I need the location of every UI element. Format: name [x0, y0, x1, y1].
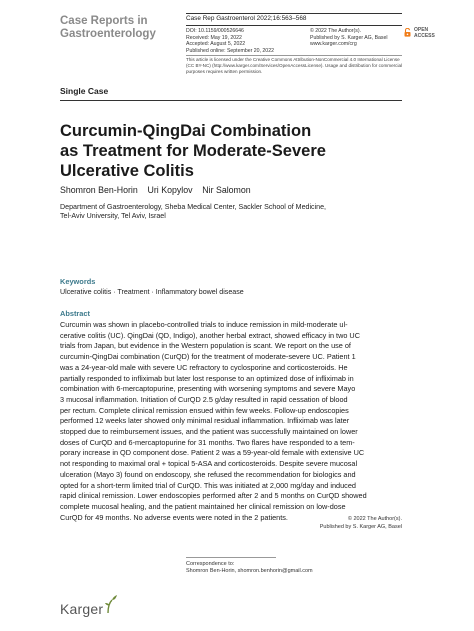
abstract-line: CurQD for 49 months. No adverse events were noted in the 2 patients.	[60, 512, 288, 522]
received-date: Received: May 19, 2022	[186, 34, 242, 41]
abstract-line: porary increase in QD component dose. Patient 2 was a 59-year-old female with extensive UC	[60, 448, 365, 458]
title-line1: Curcumin-QingDai Combination	[60, 122, 312, 140]
meta-top-rule	[186, 13, 402, 14]
keywords-text: Ulcerative colitis · Treatment · Inflammatory bowel disease	[60, 288, 244, 296]
affiliation-line1: Department of Gastroenterology, Sheba Medical Center, Sackler School of Medicine,	[60, 203, 327, 211]
copyright-line2: Published by S. Karger AG, Basel	[319, 523, 402, 530]
title-line3: Ulcerative Colitis	[60, 162, 194, 180]
affiliation	[60, 203, 400, 222]
license-line2[interactable]: (CC BY-NC) (http://www.karger.com/Services/OpenAccessLicense). Usage and distribution for commercial	[186, 63, 403, 68]
abstract-line: was a 24-year-old male with severe UC refractory to cyclosporine and corticosteroids. He	[60, 362, 348, 372]
journal-name-line1: Case Reports in	[60, 15, 148, 27]
article-title	[60, 121, 380, 181]
abstract-line: ulceration (Mayo 3) found on endoscopy, she refused the recommendation for biologics and	[60, 469, 356, 479]
license-line3: purposes requires written permission.	[186, 69, 263, 74]
author-list: Shomron Ben-Horin Uri Kopylov Nir Salomon	[60, 185, 251, 195]
license-line1: This article is licensed under the Creative Commons Attribution-NonCommercial 4.0 International License	[186, 57, 400, 62]
affiliation-line2: Tel-Aviv University, Tel Aviv, Israel	[60, 212, 166, 221]
abstract-body	[60, 320, 406, 523]
open-access-line1: OPEN	[414, 27, 429, 33]
abstract-line: 3 mucosal inflammation. Initiation of CurQD 2.5 g/day resulted in rapid cessation of blood	[60, 394, 348, 404]
publication-dates	[186, 28, 306, 54]
abstract-line: doses of CurQD and 6-mercaptopurine for 31 months. Two flares have responded to a tem-	[60, 437, 355, 447]
license-rule	[186, 55, 402, 56]
meta-rule	[186, 25, 402, 26]
correspondence-rule	[186, 557, 276, 558]
abstract-line: combination with 6-mercaptopurine, presenting with worsening symptoms and severe Mayo	[60, 384, 356, 394]
journal-name	[60, 15, 180, 41]
license-notice	[186, 57, 406, 75]
journal-url-link[interactable]: www.karger.com/crg	[310, 41, 357, 47]
correspondence-label: Correspondence to:	[186, 561, 235, 567]
abstract-line: partially responded to infliximab but later lost response to an optimized dose of infliximab in	[60, 373, 354, 383]
abstract-line: cerative colitis (UC). QingDai (QD, Indigo), another herbal extract, showed efficacy in two UC	[60, 330, 360, 340]
article-type-rule	[60, 100, 402, 101]
rights-copyright: © 2022 The Author(s).	[310, 28, 362, 34]
journal-name-line2: Gastroenterology	[60, 28, 156, 40]
copyright-line1: © 2022 The Author(s).	[347, 516, 402, 522]
karger-logo-text: Karger	[60, 601, 104, 617]
published-date: Published online: September 20, 2022	[186, 47, 274, 54]
citation: Case Rep Gastroenterol 2022;16:563–568	[186, 15, 307, 22]
abstract-line: opted for a short-term limited trial of CurQD. This was initiated at 2,000 mg/day and induced	[60, 480, 356, 490]
abstract-line: rapid clinical remission. Lower endoscopies performed after 2 and 5 months on CurQD showed	[60, 491, 367, 501]
abstract-line: performed 12 weeks later showed only minimal residual inflammation. Infliximab was later	[60, 416, 350, 426]
abstract-line: stopped due to reimbursement issues, and the patient was successfully maintained on lower	[60, 427, 358, 437]
open-access-line2: ACCESS	[414, 32, 435, 39]
title-line2: as Treatment for Moderate-Severe	[60, 142, 326, 160]
copyright-notice	[320, 516, 402, 531]
karger-logo	[60, 594, 118, 617]
abstract-line: trials from Japan, but evidence in the Western population is scant. We report on the use of	[60, 341, 351, 351]
open-lock-icon	[404, 28, 411, 37]
accepted-date: Accepted: August 5, 2022	[186, 41, 246, 47]
article-type: Single Case	[60, 86, 109, 96]
correspondence-email[interactable]: Shomron Ben-Horin, shomron.benhorin@gmail.com	[186, 568, 313, 574]
abstract-line: per rectum. Complete clinical remission ensued within few weeks. Follow-up endoscopies	[60, 405, 349, 415]
karger-sprout-icon	[104, 594, 118, 614]
abstract-line: curcumin-QingDai combination (CurQD) for the treatment of moderate-severe UC. Patient 1	[60, 352, 356, 362]
abstract-heading: Abstract	[60, 309, 90, 318]
doi-link[interactable]: DOI: 10.1159/000526646	[186, 28, 244, 34]
abstract-line: Curcumin was shown in placebo-controlled trials to induce remission in mild-moderate ul-	[60, 320, 348, 329]
open-access-badge	[404, 28, 454, 40]
rights-publisher: Published by S. Karger AG, Basel	[310, 34, 388, 41]
abstract-line: complete mucosal healing, and the patient maintained her clinical remission on low-dose	[60, 501, 346, 511]
keywords-heading: Keywords	[60, 277, 96, 286]
abstract-line: not responding to maximal oral + topical 5-ASA and corticosteroids. Despite severe mucosal	[60, 459, 358, 469]
rights-block	[310, 28, 402, 48]
